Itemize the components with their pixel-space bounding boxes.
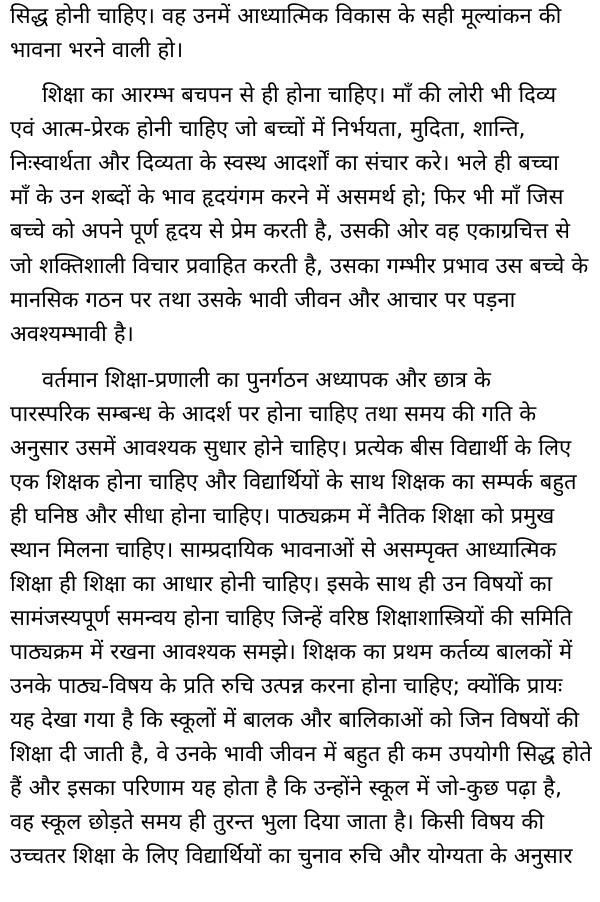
text-line: अनुसार उसमें आवश्यक सुधार होने चाहिए। प्रत्येक बीस विद्यार्थी के लिए [10, 436, 572, 461]
text-line: स्थान मिलना चाहिए। साम्प्रदायिक भावनाओं से असम्पृक्त आध्यात्मिक [10, 538, 557, 563]
text-line: उच्चतर शिक्षा के लिए विद्यार्थियों का चुनाव रुचि और योग्यता के अनुसार [10, 844, 573, 869]
text-line: हैं और इसका परिणाम यह होता है कि उन्होंने स्कूल में जो-कुछ पढ़ा है, [10, 776, 562, 801]
text-line: वह स्कूल छोड़ते समय ही तुरन्त भुला दिया जाता है। किसी विषय की [10, 810, 545, 835]
text-line: शिक्षा दी जाती है, वे उनके भावी जीवन में बहुत ही कम उपयोगी सिद्ध होते [10, 742, 592, 767]
text-line: पारस्परिक सम्बन्ध के आदर्श पर होना चाहिए तथा समय की गति के [10, 402, 537, 427]
text-line: भावना भरने वाली हो। [10, 38, 184, 63]
document-page [10, 0, 592, 902]
text-line: मानसिक गठन पर तथा उसके भावी जीवन और आचार पर पड़ना [10, 288, 516, 313]
text-line: शिक्षा ही शिक्षा का आधार होनी चाहिए। इसके साथ ही उन विषयों का [10, 572, 553, 597]
text-line: सामंजस्यपूर्ण समन्वय होना चाहिए जिन्हें वरिष्ठ शिक्षाशास्त्रियों की समिति [10, 606, 573, 631]
text-line: एवं आत्म-प्रेरक होनी चाहिए जो बच्चों में निर्भयता, मुदिता, शान्ति, [10, 117, 526, 142]
text-line: अवश्यम्भावी है। [10, 322, 134, 347]
text-line: एक शिक्षक होना चाहिए और विद्यार्थियों के साथ शिक्षक का सम्पर्क बहुत [10, 470, 577, 495]
text-line: निःस्वार्थता और दिव्यता के स्वस्थ आदर्शों का संचार करे। भले ही बच्चा [10, 151, 559, 176]
text-line: यह देखा गया है कि स्कूलों में बालक और बालिकाओं को जिन विषयों की [10, 708, 580, 733]
text-line: ही घनिष्ठ और सीधा होना चाहिए। पाठ्यक्रम में नैतिक शिक्षा को प्रमुख [10, 504, 555, 529]
text-line: सिद्ध होनी चाहिए। वह उनमें आध्यात्मिक विकास के सही मूल्यांकन की [10, 4, 562, 29]
text-line: पाठ्यक्रम में रखना आवश्यक समझे। शिक्षक का प्रथम कर्तव्य बालकों में [10, 640, 573, 665]
text-line: बच्चे को अपने पूर्ण हृदय से प्रेम करती है, उसकी ओर वह एकाग्रचित्त से [10, 219, 570, 244]
text-line: उनके पाठ्य-विषय के प्रति रुचि उत्पन्न करना होना चाहिए; क्योंकि प्रायः [10, 674, 563, 699]
text-line: वर्तमान शिक्षा-प्रणाली का पुनर्गठन अध्यापक और छात्र के [42, 368, 491, 393]
text-line: शिक्षा का आरम्भ बचपन से ही होना चाहिए। माँ की लोरी भी दिव्य [42, 83, 557, 108]
text-line: जो शक्तिशाली विचार प्रवाहित करती है, उसका गम्भीर प्रभाव उस बच्चे के [10, 254, 589, 279]
text-line: माँ के उन शब्दों के भाव हृदयंगम करने में असमर्थ हो; फिर भी माँ जिस [10, 185, 564, 210]
